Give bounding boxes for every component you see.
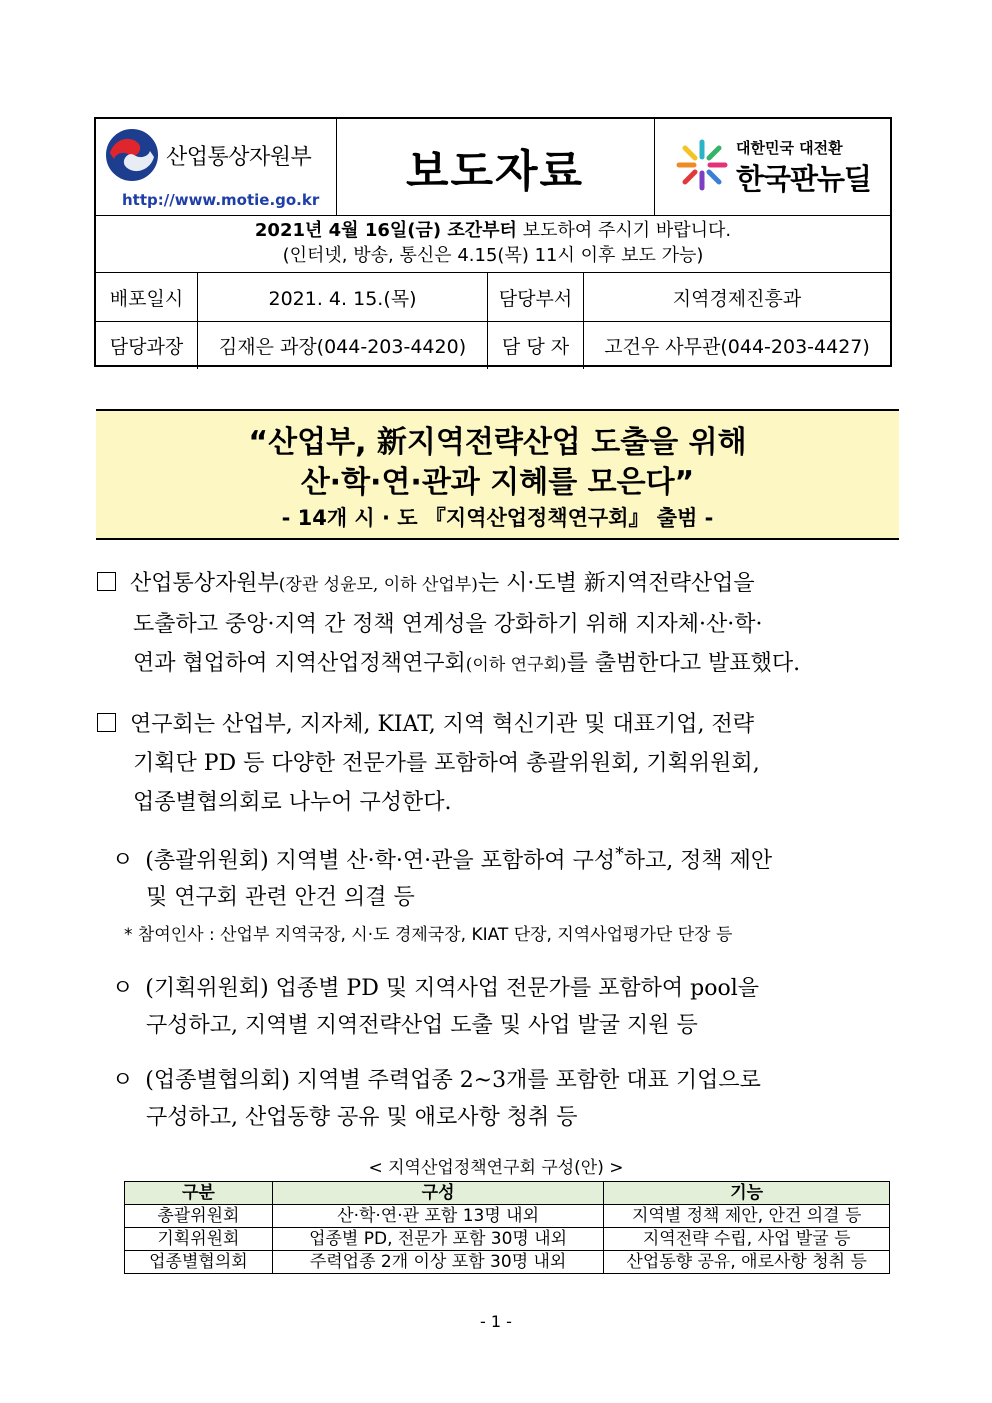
- paragraph-2-line-1: [97, 705, 902, 744]
- header-top-row: [96, 119, 890, 216]
- table-cell: 총괄위원회: [125, 1205, 273, 1228]
- bullet-planning-committee: [112, 970, 902, 1044]
- ministry-url[interactable]: http://www.motie.go.kr: [122, 191, 320, 209]
- bullet-3-line-2: 구성하고, 산업동향 공유 및 애로사항 청취 등: [146, 1105, 578, 1130]
- headline-box: [96, 409, 899, 540]
- p2-l1: 연구회는 산업부, 지자체, KIAT, 지역 혁신기관 및 대표기업, 전략: [130, 712, 754, 737]
- table-cell: 기획위원회: [125, 1228, 273, 1251]
- p1-l3c: 를 출범한다고 발표했다.: [566, 651, 801, 676]
- embargo-rest: 보도하여 주시기 바랍니다.: [516, 220, 732, 241]
- b1-l1b: 하고, 정책 제안: [623, 848, 773, 874]
- paragraph-1-line-3: [97, 644, 902, 685]
- table-row: [125, 1251, 890, 1274]
- paragraph-2-line-2: 기획단 PD 등 다양한 전문가를 포함하여 총괄위원회, 기획위원회,: [133, 751, 760, 776]
- b1-l1a: (총괄위원회) 지역별 산·학·연·관을 포함하여 구성: [145, 848, 616, 874]
- p1-subject: 산업통상자원부: [130, 571, 279, 596]
- dept-name: 지역경제진흥과: [672, 287, 802, 310]
- table-cell: 지역별 정책 제안, 안건 의결 등: [604, 1205, 890, 1228]
- p1-l3b: (이하 연구회): [465, 655, 567, 675]
- col-header: 기능: [604, 1182, 890, 1205]
- bullet-2-line-1: [112, 970, 902, 1007]
- manager-label: 담당과장: [96, 321, 198, 369]
- ministry-logo-cell: [96, 119, 337, 215]
- ministry-logo: [106, 129, 311, 181]
- p1-l3a: 연과 협업하여 지역산업정책연구회: [133, 651, 466, 676]
- table-caption: < 지역산업정책연구회 구성(안) >: [368, 1158, 624, 1178]
- table-cell: 주력업종 2개 이상 포함 30명 내외: [272, 1251, 604, 1274]
- paragraph-1-line-1: [97, 564, 902, 605]
- p1-aside: (장관 성윤모, 이하 산업부): [278, 575, 478, 595]
- p1-rest: 는 시·도별 新지역전략산업을: [477, 571, 755, 596]
- doc-type-title: 보도자료: [336, 119, 655, 215]
- table-cell: 산·학·연·관 포함 13명 내외: [272, 1205, 604, 1228]
- contact-row: [96, 321, 890, 369]
- paragraph-1-line-2: 도출하고 중앙·지역 간 정책 연계성을 강화하기 위해 지자체·산·학·: [133, 612, 763, 637]
- newdeal-logo-cell: [654, 119, 890, 215]
- bullet-2-line-2: 구성하고, 지역별 지역전략산업 도출 및 사업 발굴 지원 등: [146, 1013, 698, 1038]
- paragraph-2-line-3: 업종별협의회로 나누어 구성한다.: [133, 790, 452, 815]
- bullet-1-line-2: 및 연구회 관련 안건 의결 등: [146, 885, 415, 911]
- headline-line-1: “산업부, 新지역전략산업 도출을 위해: [248, 425, 747, 460]
- ministry-name: 산업통상자원부: [166, 144, 312, 170]
- col-header: 구분: [125, 1182, 273, 1205]
- headline-line-2: 산·학·연·관과 지혜를 모은다”: [300, 465, 695, 500]
- release-date-label: 배포일시: [96, 273, 198, 321]
- release-info-row: [96, 273, 890, 322]
- dept-label: 담당부서: [488, 273, 584, 321]
- headline-subtitle: - 14개 시 · 도 『지역산업정책연구회』 출범 -: [281, 506, 714, 530]
- checkbox-square-icon: [97, 572, 116, 591]
- embargo-line-1: [96, 218, 890, 243]
- embargo-date: 2021년 4월 16일(금) 조간부터: [254, 220, 517, 241]
- newdeal-tagline: 대한민국 대전환: [736, 139, 843, 157]
- manager-contact: 김재은 과장(044-203-4420): [198, 321, 488, 369]
- table-header-row: [125, 1182, 890, 1205]
- staff-label: 담 당 자: [488, 321, 584, 369]
- col-header: 구성: [272, 1182, 604, 1205]
- paragraph-2: [97, 705, 902, 822]
- page-number: - 1 -: [480, 1312, 512, 1331]
- bullet-mark: ㅇ: [112, 976, 134, 1001]
- participants-note: * 참여인사 : 산업부 지역국장, 시·도 경제국장, KIAT 단장, 지역사업평가단 단장 등: [124, 925, 733, 945]
- bullet-1-line-1: [112, 836, 902, 879]
- table-row: [125, 1228, 890, 1251]
- table-cell: 업종별 PD, 전문가 포함 30명 내외: [272, 1228, 604, 1251]
- newdeal-title: 한국판뉴딜: [736, 162, 872, 196]
- embargo-row: [96, 215, 890, 273]
- table-cell: 업종별협의회: [125, 1251, 273, 1274]
- composition-table: [124, 1181, 890, 1274]
- checkbox-square-icon: [97, 713, 116, 732]
- press-header: [94, 117, 892, 367]
- b3-l1: (업종별협의회) 지역별 주력업종 2~3개를 포함한 대표 기업으로: [145, 1068, 761, 1093]
- bullet-general-committee: [112, 836, 902, 916]
- release-date: 2021. 4. 15.(목): [198, 273, 488, 321]
- b1-star: *: [615, 844, 624, 864]
- table-cell: 산업동향 공유, 애로사항 청취 등: [604, 1251, 890, 1274]
- b2-l1: (기획위원회) 업종별 PD 및 지역사업 전문가를 포함하여 pool을: [145, 976, 759, 1001]
- table-cell: 지역전략 수립, 사업 발굴 등: [604, 1228, 890, 1251]
- staff-contact: 고건우 사무관(044-203-4427): [604, 335, 870, 358]
- taegeuk-emblem-icon: [106, 129, 158, 181]
- paragraph-1: [97, 564, 902, 685]
- newdeal-starburst-icon: [676, 139, 728, 191]
- table-row: [125, 1205, 890, 1228]
- embargo-line-2: (인터넷, 방송, 통신은 4.15(목) 11시 이후 보도 가능): [282, 245, 704, 266]
- bullet-industry-council: [112, 1062, 902, 1136]
- bullet-mark: ㅇ: [112, 848, 134, 874]
- bullet-mark: ㅇ: [112, 1068, 134, 1093]
- bullet-3-line-1: [112, 1062, 902, 1099]
